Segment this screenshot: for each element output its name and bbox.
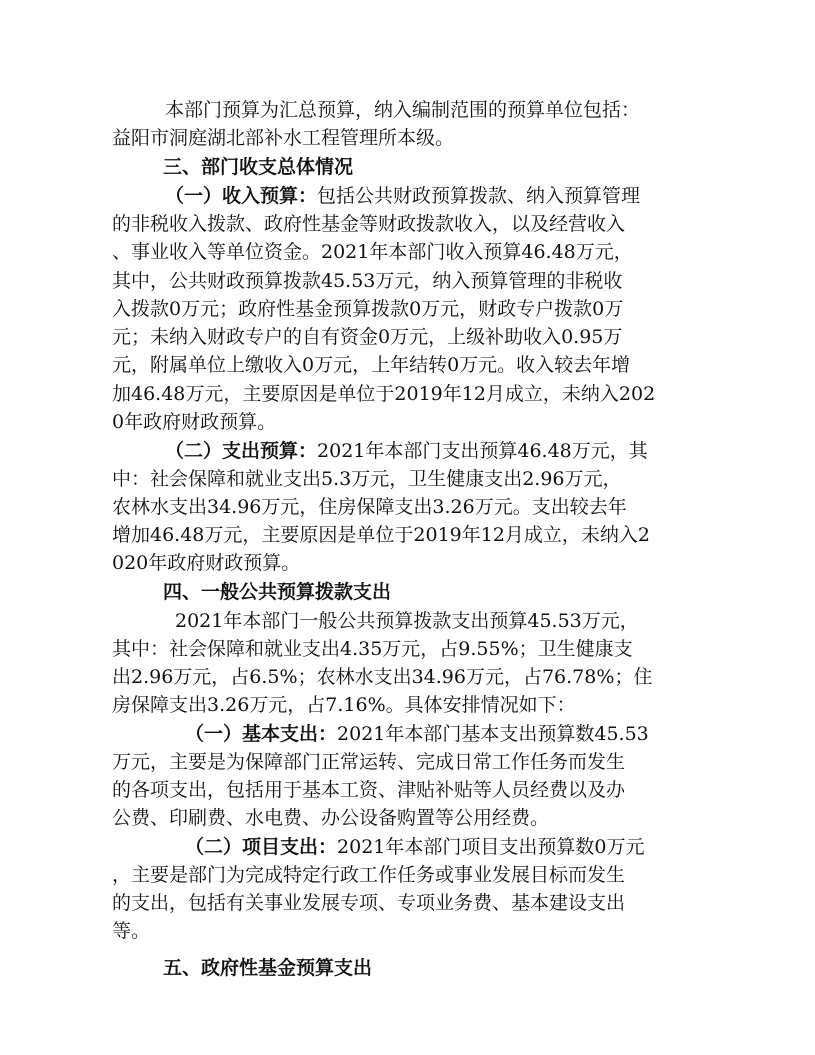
basic-line: 的各项支出，包括用于基本工资、津贴补贴等人员经费以及办 [112, 779, 626, 801]
income-first-line [165, 182, 640, 210]
expense-first-line [165, 437, 648, 465]
income-line: 、事业收入等单位资金。2021年本部门收入预算46.48万元， [112, 241, 633, 263]
section-4-line: 房保障支出3.26万元，占7.16%。具体安排情况如下： [112, 694, 576, 716]
section-4-line: 2021年本部门一般公共预算拨款支出预算45.53万元， [175, 610, 639, 632]
income-line: 的非税收入拨款、政府性基金等财政拨款收入，以及经营收入 [112, 213, 626, 235]
expense-label: （二）支出预算： [165, 440, 318, 462]
expense-line: 020年政府财政预算。 [112, 552, 301, 574]
expense-line: 2021年本部门支出预算46.48万元，其 [317, 440, 648, 462]
income-line: 入拨款0万元；政府性基金预算拨款0万元，财政专户拨款0万 [112, 298, 624, 320]
expense-line: 农林水支出34.96万元，住房保障支出3.26万元。支出较去年 [112, 496, 627, 518]
project-line: 2021年本部门项目支出预算数0万元 [337, 836, 645, 858]
project-line: 等。 [112, 920, 151, 942]
income-line: 元，附属单位上缴收入0万元，上年结转0万元。收入较去年增 [112, 354, 631, 376]
income-line: 加46.48万元，主要原因是单位于2019年12月成立，未纳入202 [112, 383, 656, 405]
income-line: 包括公共财政预算拨款、纳入预算管理 [317, 185, 641, 207]
income-line: 元；未纳入财政专户的自有资金0万元，上级补助收入0.95万 [112, 326, 623, 348]
intro-line-1: 本部门预算为汇总预算，纳入编制范围的预算单位包括： [165, 99, 641, 121]
project-line: 的支出，包括有关事业发展专项、专项业务费、基本建设支出 [112, 892, 626, 914]
section-4-line: 出2.96万元，占6.5%；农林水支出34.96万元，占76.78%；住 [112, 666, 653, 688]
section-3-heading: 三、部门收支总体情况 [163, 156, 354, 178]
section-5-heading: 五、政府性基金预算支出 [163, 957, 373, 979]
expense-line: 增加46.48万元，主要原因是单位于2019年12月成立，未纳入2 [112, 524, 651, 546]
expense-line: 中：社会保障和就业支出5.3万元，卫生健康支出2.96万元， [112, 468, 622, 490]
income-line: 0年政府财政预算。 [112, 411, 277, 433]
section-4-heading: 四、一般公共预算拨款支出 [163, 581, 392, 603]
basic-line: 公费、印刷费、水电费、办公设备购置等公用经费。 [112, 807, 550, 829]
project-label: （二）项目支出： [185, 836, 338, 858]
basic-line: 2021年本部门基本支出预算数45.53 [337, 723, 649, 745]
section-4-line: 其中：社会保障和就业支出4.35万元，占9.55%；卫生健康支 [112, 638, 633, 660]
intro-line-2: 益阳市洞庭湖北部补水工程管理所本级。 [112, 127, 455, 149]
project-line: ，主要是部门为完成特定行政工作任务或事业发展目标而发生 [112, 864, 626, 886]
project-first-line [185, 833, 644, 861]
basic-first-line [185, 720, 649, 748]
income-label: （一）收入预算： [165, 185, 318, 207]
income-line: 其中，公共财政预算拨款45.53万元，纳入预算管理的非税收 [112, 270, 623, 292]
basic-label: （一）基本支出： [185, 723, 338, 745]
basic-line: 万元，主要是为保障部门正常运转、完成日常工作任务而发生 [112, 751, 626, 773]
